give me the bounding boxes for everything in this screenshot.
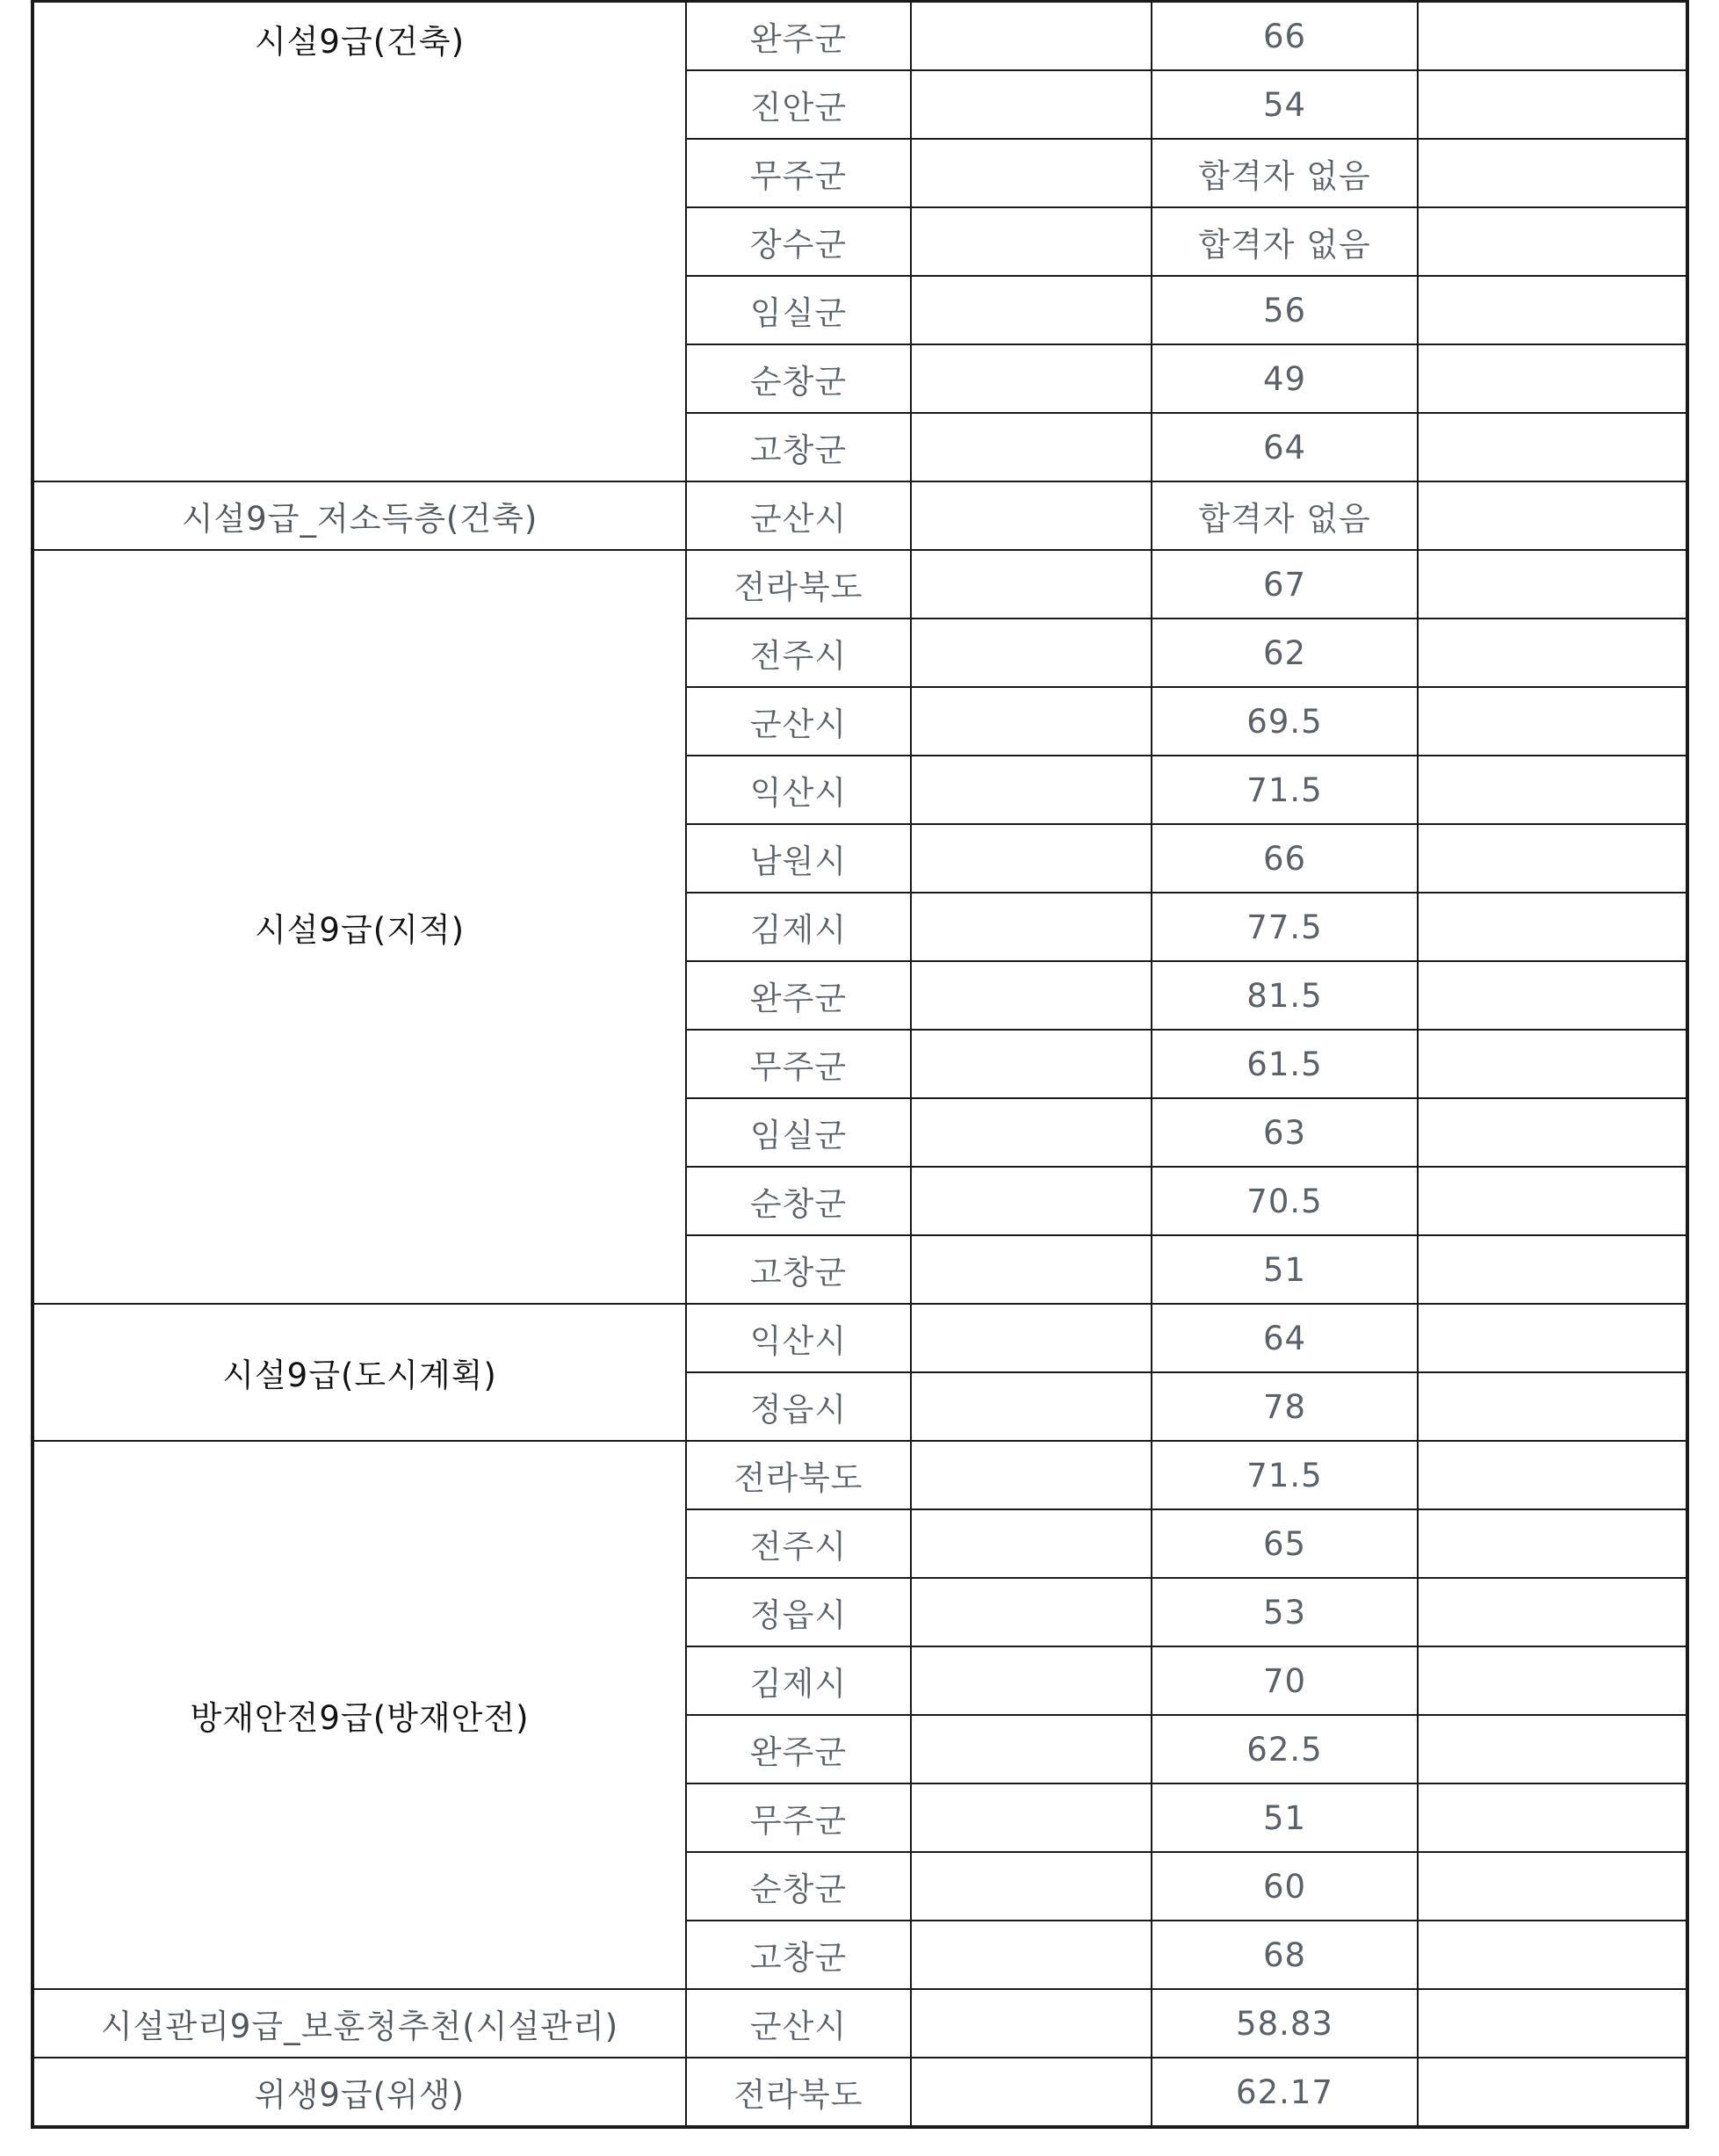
- blank-cell: [1418, 344, 1687, 413]
- blank-cell: [911, 70, 1152, 139]
- score-cell: 66: [1152, 2, 1418, 71]
- region-cell: 정읍시: [686, 1372, 911, 1441]
- blank-cell: [1418, 550, 1687, 619]
- region-cell: 순창군: [686, 1167, 911, 1235]
- blank-cell: [911, 687, 1152, 756]
- blank-cell: [1418, 1715, 1687, 1783]
- blank-cell: [911, 2058, 1152, 2127]
- blank-cell: [1418, 687, 1687, 756]
- blank-cell: [1418, 1578, 1687, 1646]
- category-cell: 시설9급(지적): [33, 550, 686, 1304]
- score-cell: 합격자 없음: [1152, 139, 1418, 207]
- region-cell: 군산시: [686, 1989, 911, 2058]
- score-cell: 71.5: [1152, 756, 1418, 824]
- blank-cell: [1418, 1098, 1687, 1167]
- blank-cell: [911, 1578, 1152, 1646]
- score-cell: 51: [1152, 1783, 1418, 1852]
- blank-cell: [1418, 756, 1687, 824]
- region-cell: 전라북도: [686, 2058, 911, 2127]
- score-cell: 61.5: [1152, 1030, 1418, 1098]
- region-cell: 김제시: [686, 1646, 911, 1715]
- blank-cell: [1418, 1235, 1687, 1304]
- blank-cell: [911, 1646, 1152, 1715]
- region-cell: 장수군: [686, 207, 911, 276]
- score-cell: 77.5: [1152, 893, 1418, 961]
- blank-cell: [1418, 276, 1687, 344]
- blank-cell: [911, 1167, 1152, 1235]
- region-cell: 군산시: [686, 687, 911, 756]
- region-cell: 전라북도: [686, 550, 911, 619]
- blank-cell: [911, 2, 1152, 71]
- score-cell: 63: [1152, 1098, 1418, 1167]
- blank-cell: [1418, 70, 1687, 139]
- blank-cell: [911, 1235, 1152, 1304]
- category-cell: 위생9급(위생): [33, 2058, 686, 2127]
- region-cell: 전주시: [686, 619, 911, 687]
- blank-cell: [911, 1715, 1152, 1783]
- blank-cell: [911, 344, 1152, 413]
- score-cell: 58.83: [1152, 1989, 1418, 2058]
- blank-cell: [1418, 1030, 1687, 1098]
- region-cell: 전주시: [686, 1509, 911, 1578]
- category-cell: 시설9급(도시계획): [33, 1304, 686, 1441]
- score-cell: 62: [1152, 619, 1418, 687]
- blank-cell: [911, 619, 1152, 687]
- blank-cell: [911, 1030, 1152, 1098]
- blank-cell: [1418, 1852, 1687, 1921]
- region-cell: 무주군: [686, 1030, 911, 1098]
- region-cell: 진안군: [686, 70, 911, 139]
- region-cell: 고창군: [686, 413, 911, 481]
- blank-cell: [1418, 1509, 1687, 1578]
- score-cell: 54: [1152, 70, 1418, 139]
- table-row: [33, 1989, 1687, 2058]
- blank-cell: [911, 824, 1152, 893]
- region-cell: 완주군: [686, 961, 911, 1030]
- blank-cell: [911, 550, 1152, 619]
- region-cell: 익산시: [686, 1304, 911, 1372]
- blank-cell: [911, 1989, 1152, 2058]
- blank-cell: [1418, 1372, 1687, 1441]
- score-cell: 합격자 없음: [1152, 207, 1418, 276]
- blank-cell: [1418, 961, 1687, 1030]
- category-cell: 시설9급_저소득층(건축): [33, 481, 686, 550]
- blank-cell: [1418, 1989, 1687, 2058]
- region-cell: 고창군: [686, 1235, 911, 1304]
- blank-cell: [1418, 139, 1687, 207]
- score-cell: 70: [1152, 1646, 1418, 1715]
- table-row: [33, 550, 1687, 619]
- score-cell: 56: [1152, 276, 1418, 344]
- score-cell: 53: [1152, 1578, 1418, 1646]
- score-cell: 81.5: [1152, 961, 1418, 1030]
- score-cell: 62.5: [1152, 1715, 1418, 1783]
- blank-cell: [1418, 2058, 1687, 2127]
- blank-cell: [911, 276, 1152, 344]
- region-cell: 익산시: [686, 756, 911, 824]
- blank-cell: [1418, 413, 1687, 481]
- region-cell: 완주군: [686, 1715, 911, 1783]
- region-cell: 군산시: [686, 481, 911, 550]
- blank-cell: [911, 1304, 1152, 1372]
- score-cell: 71.5: [1152, 1441, 1418, 1509]
- blank-cell: [911, 207, 1152, 276]
- score-cell: 68: [1152, 1921, 1418, 1989]
- table-row: [33, 481, 1687, 550]
- blank-cell: [911, 413, 1152, 481]
- region-cell: 정읍시: [686, 1578, 911, 1646]
- region-cell: 순창군: [686, 344, 911, 413]
- score-cell: 66: [1152, 824, 1418, 893]
- blank-cell: [911, 1921, 1152, 1989]
- score-cell: 65: [1152, 1509, 1418, 1578]
- blank-cell: [911, 1372, 1152, 1441]
- score-cell: 69.5: [1152, 687, 1418, 756]
- region-cell: 완주군: [686, 2, 911, 71]
- score-cell: 62.17: [1152, 2058, 1418, 2127]
- blank-cell: [1418, 824, 1687, 893]
- blank-cell: [1418, 207, 1687, 276]
- score-cell: 51: [1152, 1235, 1418, 1304]
- results-table-body: [33, 2, 1687, 2128]
- results-table: [31, 0, 1689, 2129]
- blank-cell: [1418, 893, 1687, 961]
- blank-cell: [1418, 2, 1687, 71]
- blank-cell: [911, 1098, 1152, 1167]
- region-cell: 무주군: [686, 1783, 911, 1852]
- blank-cell: [911, 1783, 1152, 1852]
- blank-cell: [1418, 619, 1687, 687]
- category-cell: 시설9급(건축): [33, 2, 686, 482]
- score-cell: 78: [1152, 1372, 1418, 1441]
- blank-cell: [1418, 1304, 1687, 1372]
- score-cell: 64: [1152, 413, 1418, 481]
- category-cell: 시설관리9급_보훈청추천(시설관리): [33, 1989, 686, 2058]
- score-cell: 64: [1152, 1304, 1418, 1372]
- score-cell: 67: [1152, 550, 1418, 619]
- blank-cell: [911, 1852, 1152, 1921]
- blank-cell: [911, 1509, 1152, 1578]
- table-row: [33, 2058, 1687, 2127]
- score-cell: 70.5: [1152, 1167, 1418, 1235]
- table-row: [33, 1441, 1687, 1509]
- blank-cell: [911, 139, 1152, 207]
- region-cell: 남원시: [686, 824, 911, 893]
- region-cell: 임실군: [686, 1098, 911, 1167]
- region-cell: 순창군: [686, 1852, 911, 1921]
- blank-cell: [1418, 481, 1687, 550]
- region-cell: 김제시: [686, 893, 911, 961]
- region-cell: 고창군: [686, 1921, 911, 1989]
- blank-cell: [911, 756, 1152, 824]
- score-cell: 합격자 없음: [1152, 481, 1418, 550]
- blank-cell: [911, 961, 1152, 1030]
- blank-cell: [1418, 1167, 1687, 1235]
- category-cell: 방재안전9급(방재안전): [33, 1441, 686, 1989]
- blank-cell: [911, 893, 1152, 961]
- region-cell: 전라북도: [686, 1441, 911, 1509]
- region-cell: 임실군: [686, 276, 911, 344]
- score-cell: 60: [1152, 1852, 1418, 1921]
- blank-cell: [911, 481, 1152, 550]
- table-row: [33, 1304, 1687, 1372]
- blank-cell: [1418, 1921, 1687, 1989]
- blank-cell: [911, 1441, 1152, 1509]
- table-row: [33, 2, 1687, 71]
- blank-cell: [1418, 1783, 1687, 1852]
- score-cell: 49: [1152, 344, 1418, 413]
- region-cell: 무주군: [686, 139, 911, 207]
- blank-cell: [1418, 1441, 1687, 1509]
- blank-cell: [1418, 1646, 1687, 1715]
